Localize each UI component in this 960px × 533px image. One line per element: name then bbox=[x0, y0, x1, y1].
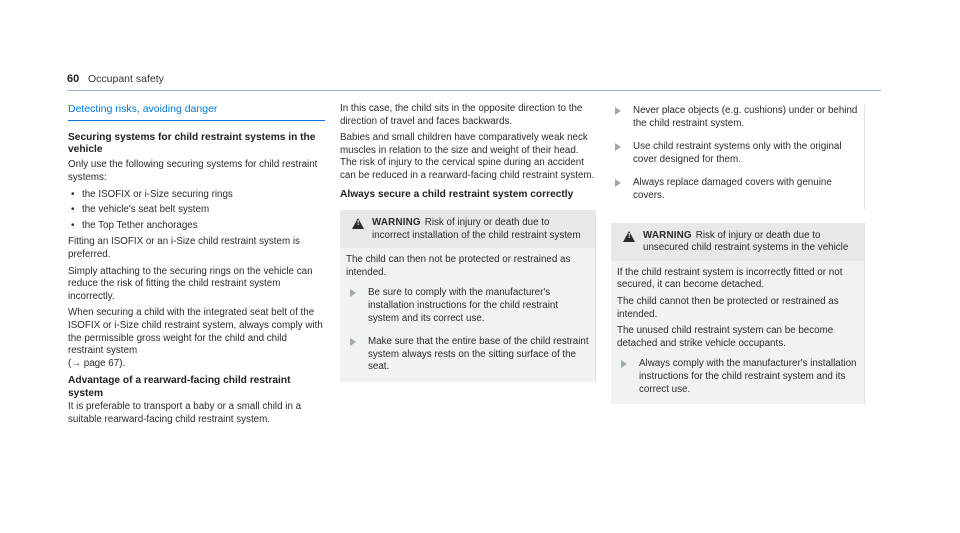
warning-header bbox=[611, 223, 864, 261]
instruction-step bbox=[611, 177, 858, 202]
step-text: Never place objects (e.g. cushions) under or behind the child restraint system. bbox=[633, 105, 858, 129]
instruction-step bbox=[611, 141, 858, 166]
instruction-step bbox=[346, 336, 589, 374]
instruction-steps bbox=[346, 287, 589, 374]
warning-box bbox=[340, 210, 596, 382]
warning-triangle-icon: ! bbox=[352, 218, 364, 229]
paragraph: It is preferable to transport a baby or a small child in a suitable rearward-facing child restraint system. bbox=[68, 401, 302, 425]
column-1 bbox=[68, 103, 325, 430]
paragraph: The child can then not be protected or restrained as intended. bbox=[346, 254, 571, 278]
heading-rearward-facing: Advantage of a rearward-facing child restraint system bbox=[68, 375, 291, 399]
step-text: Make sure that the entire base of the child restraint system always rests on the sitting surface of the seat. bbox=[368, 336, 589, 373]
list-item: • the Top Tether anchorages bbox=[68, 220, 325, 233]
warning-label: WARNING bbox=[643, 229, 692, 241]
step-text: Always comply with the manufacturer's installation instructions for the child restraint system and its correct use. bbox=[639, 358, 857, 395]
paragraph: If the child restraint system is incorrectly fitted or not secured, it can become detached. bbox=[617, 266, 843, 291]
arrow-right-icon bbox=[350, 289, 356, 297]
heading-securing-systems: Securing systems for child restraint systems in the vehicle bbox=[68, 131, 316, 155]
instruction-steps bbox=[611, 105, 858, 203]
arrow-right-icon bbox=[615, 107, 621, 115]
arrow-right-icon bbox=[615, 179, 621, 187]
heading-secure-correctly: Always secure a child restraint system correctly bbox=[340, 188, 574, 200]
arrow-right-icon bbox=[621, 360, 627, 368]
section-title: Detecting risks, avoiding danger bbox=[68, 103, 325, 121]
instruction-step bbox=[617, 358, 858, 396]
page-number: 60 bbox=[67, 73, 80, 85]
paragraph: In this case, the child sits in the opposite direction to the direction of travel and faces backwards. bbox=[340, 103, 583, 127]
paragraph bbox=[68, 307, 325, 370]
warning-body bbox=[611, 261, 864, 404]
instruction-step bbox=[611, 105, 858, 130]
arrow-right-icon bbox=[350, 338, 356, 346]
warning-box bbox=[611, 223, 865, 405]
paragraph: Fitting an ISOFIX or an i-Size child restraint system is preferred. bbox=[68, 236, 300, 260]
paragraph-text: When securing a child with the integrated seat belt of the ISOFIX or i-Size child restraint system, always comply with the permissible gross weight for the child and child restraint system bbox=[68, 307, 323, 357]
page-reference-link[interactable]: (→ page 67). bbox=[68, 357, 126, 369]
list-item: • the vehicle's seat belt system bbox=[68, 204, 325, 217]
paragraph: The unused child restraint system can be become detached and strike vehicle occupants. bbox=[617, 325, 834, 349]
warning-triangle-icon: ! bbox=[623, 231, 635, 242]
warning-body bbox=[340, 248, 595, 382]
paragraph: Only use the following securing systems for child restraint systems: bbox=[68, 159, 318, 183]
column-3 bbox=[611, 103, 865, 404]
chapter-title: Occupant safety bbox=[88, 73, 164, 85]
warning-label: WARNING bbox=[372, 216, 421, 228]
paragraph: The child cannot then be protected or restrained as intended. bbox=[617, 295, 839, 320]
paragraph: Babies and small children have comparatively weak neck muscles in relation to the size and weight of their head. The risk of injury to the cervical spine during an accident can be reduced in a rearward-facing child restraint system. bbox=[340, 132, 595, 181]
paragraph: Simply attaching to the securing rings on the vehicle can reduce the risk of fitting the child restraint system incorrectly. bbox=[68, 265, 313, 302]
warning-header bbox=[340, 210, 595, 248]
warning-text: Risk of injury or death due to incorrect installation of the child restraint system bbox=[372, 216, 581, 241]
instruction-box bbox=[611, 105, 865, 209]
warning-text: Risk of injury or death due to unsecured child restraint systems in the vehicle bbox=[643, 229, 849, 254]
step-text: Always replace damaged covers with genuine covers. bbox=[633, 177, 832, 201]
column-2 bbox=[340, 103, 596, 382]
instruction-step bbox=[346, 287, 589, 325]
step-text: Use child restraint systems only with the original cover designed for them. bbox=[633, 141, 842, 165]
list-item: • the ISOFIX or i-Size securing rings bbox=[68, 189, 325, 202]
step-text: Be sure to comply with the manufacturer's installation instructions for the child restraint system and its correct use. bbox=[368, 287, 559, 324]
page-header bbox=[67, 71, 881, 91]
arrow-right-icon bbox=[615, 143, 621, 151]
securing-systems-list bbox=[68, 189, 325, 233]
instruction-steps bbox=[617, 358, 858, 396]
